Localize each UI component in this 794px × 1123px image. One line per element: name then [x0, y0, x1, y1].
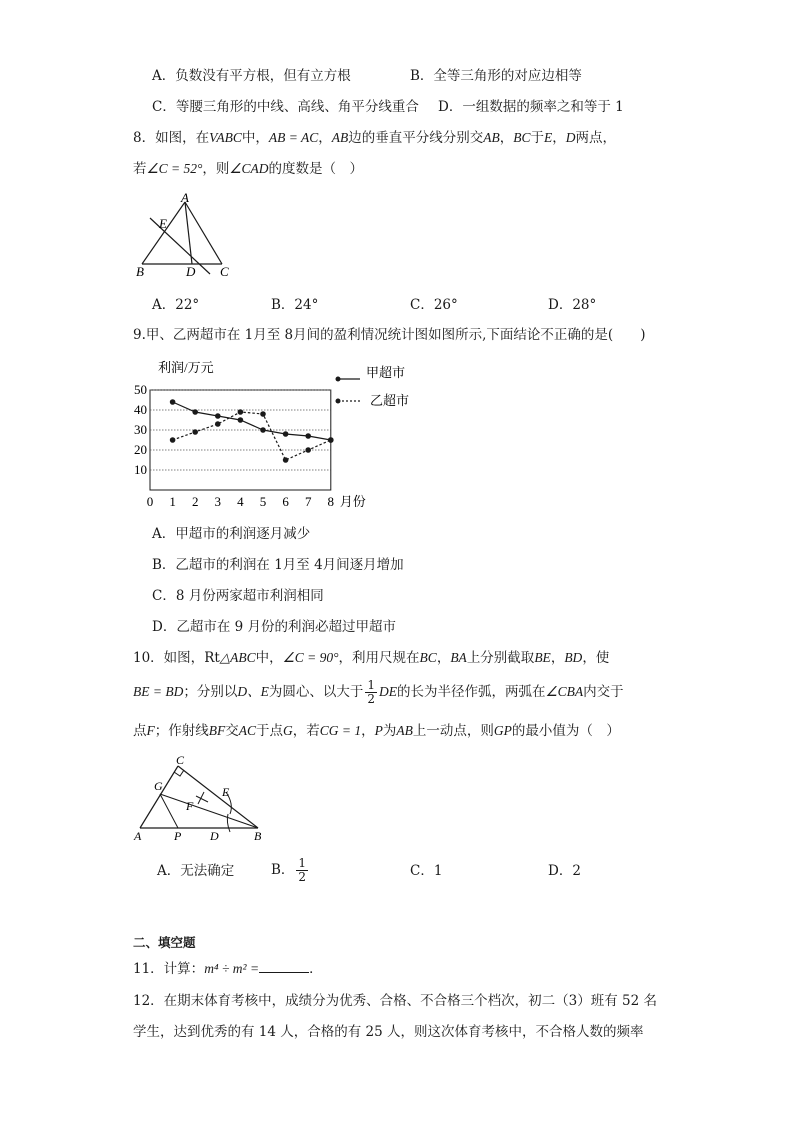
chart-point-series1-month5 — [260, 427, 266, 433]
q8-label-c: C — [220, 264, 229, 279]
section-title-fill-blank: 二、填空题 — [133, 935, 196, 950]
q8-option-d: D．28° — [548, 297, 597, 313]
q10-question-line1: 10．如图，Rt△ABC中，∠C = 90°，利用尺规在BC，BA上分别截取BE，BD，使 — [133, 650, 610, 666]
q8-option-b: B．24° — [271, 297, 319, 313]
chart-point-series1-month3 — [215, 413, 221, 419]
q11-question: 11．计算：m⁴ ÷ m² = ． — [133, 961, 323, 977]
q8-label-d: D — [186, 264, 196, 279]
chart-y-tick-label: 30 — [134, 422, 147, 437]
q10-label-c: C — [176, 753, 185, 767]
q7-option-a: A．负数没有平方根，但有立方根 — [152, 68, 351, 84]
q12-question-line1: 12．在期末体育考核中，成绩分为优秀、合格、不合格三个档次，初二（3）班有 52 名 — [133, 993, 658, 1009]
chart-point-series2-month8 — [328, 437, 334, 443]
chart-x-tick-label: 1 — [169, 494, 176, 509]
chart-x-ticks — [147, 494, 334, 509]
q9-option-c: C．8 月份两家超市利润相同 — [152, 588, 324, 604]
chart-x-tick-label: 0 — [146, 494, 154, 509]
chart-series — [170, 399, 334, 463]
q9-option-b: B．乙超市的利润在 1月至 4月间逐月增加 — [152, 557, 404, 573]
q9-option-a: A．甲超市的利润逐月减少 — [152, 526, 311, 542]
q10-label-f: F — [186, 799, 194, 813]
q10-label-e: E — [222, 785, 230, 799]
q8-option-c: C．26° — [410, 297, 458, 313]
q8-label-e: E — [159, 216, 167, 231]
chart-point-series2-month1 — [170, 437, 176, 443]
q9-option-d: D．乙超市在 9 月份的利润必超过甲超市 — [152, 619, 396, 635]
chart-x-axis-label: 月份 — [339, 494, 366, 509]
q8-question-line1: 8．如图，在VABC中，AB = AC，AB边的垂直平分线分别交AB，BC于E，D两点， — [133, 130, 616, 146]
chart-y-tick-label: 40 — [134, 402, 147, 417]
chart-point-series1-month7 — [305, 433, 311, 439]
q11-answer-blank — [259, 960, 309, 973]
q9-chart-legend — [330, 360, 440, 410]
q10-option-b: B． $\frac{1}{2}$ — [271, 856, 307, 884]
q10-option-a: A．无法确定 — [157, 863, 235, 879]
chart-x-tick-label: 8 — [327, 494, 335, 509]
chart-point-series1-month6 — [283, 431, 289, 437]
q10-label-p: P — [174, 829, 182, 842]
q9-question: 9.甲、乙两超市在 1月至 8月间的盈利情况统计图如图所示,下面结论不正确的是( ) — [133, 327, 646, 343]
q10-question-line3: 点F；作射线BF交AC于点G，若CG = 1，P为AB上一动点，则GP的最小值为（ ） — [133, 723, 620, 739]
chart-y-tick-label: 20 — [134, 442, 147, 457]
chart-x-tick-label: 6 — [282, 494, 289, 509]
q7-option-d: D．一组数据的频率之和等于 1 — [438, 99, 624, 115]
q12-question-line2: 学生，达到优秀的有 14 人，合格的有 25 人，则这次体育考核中，不合格人数的频率 — [133, 1024, 644, 1040]
q10-label-g: G — [154, 779, 163, 793]
chart-x-tick-label: 7 — [304, 494, 312, 509]
chart-y-tick-label: 10 — [134, 462, 147, 477]
q7-option-b: B．全等三角形的对应边相等 — [410, 68, 582, 84]
chart-plot-frame — [150, 390, 331, 490]
q10-option-c: C．1 — [410, 863, 443, 879]
q10-label-a: A — [134, 829, 142, 842]
chart-point-series1-month2 — [192, 409, 198, 415]
q8-label-a: A — [181, 190, 189, 205]
chart-y-axis-label: 利润/万元 — [158, 360, 214, 375]
q7-option-c: C．等腰三角形的中线、高线、角平分线重合 — [152, 99, 419, 115]
chart-x-tick-label: 3 — [214, 494, 222, 509]
fraction-one-half: $\frac{1}{2}$ — [367, 678, 375, 706]
q10-option-d: D．2 — [548, 863, 581, 879]
q8-question-line2: 若∠C = 52°，则∠CAD的度数是（ ） — [133, 161, 363, 177]
q10-question-line2: BE = BD；分别以D、E为圆心、以大于 $\frac{1}{2}$ DE的长为半径作弧，两弧在∠CBA内交于 — [133, 678, 624, 706]
chart-x-tick-label: 4 — [237, 494, 244, 509]
chart-gridlines — [150, 390, 331, 470]
q10-triangle-figure — [130, 752, 270, 842]
chart-y-tick-label: 50 — [134, 382, 147, 397]
chart-point-series2-month2 — [192, 429, 198, 435]
chart-x-tick-label: 5 — [259, 494, 267, 509]
q8-triangle-figure — [130, 190, 245, 280]
q8-option-a: A．22° — [152, 297, 200, 313]
chart-point-series1-month1 — [170, 399, 176, 405]
chart-x-tick-label: 2 — [191, 494, 199, 509]
chart-point-series2-month6 — [283, 457, 289, 463]
chart-point-series1-month4 — [238, 417, 244, 423]
legend-label-jia: 甲超市 — [366, 365, 406, 380]
legend-label-yi: 乙超市 — [370, 393, 410, 408]
q10-label-b: B — [254, 829, 262, 842]
q10-label-d: D — [210, 829, 219, 842]
q8-label-b: B — [136, 264, 144, 279]
chart-point-series2-month5 — [260, 411, 266, 417]
chart-point-series2-month7 — [305, 447, 311, 453]
chart-y-ticks — [134, 382, 147, 477]
chart-point-series2-month4 — [238, 409, 244, 415]
chart-point-series2-month3 — [215, 421, 221, 427]
